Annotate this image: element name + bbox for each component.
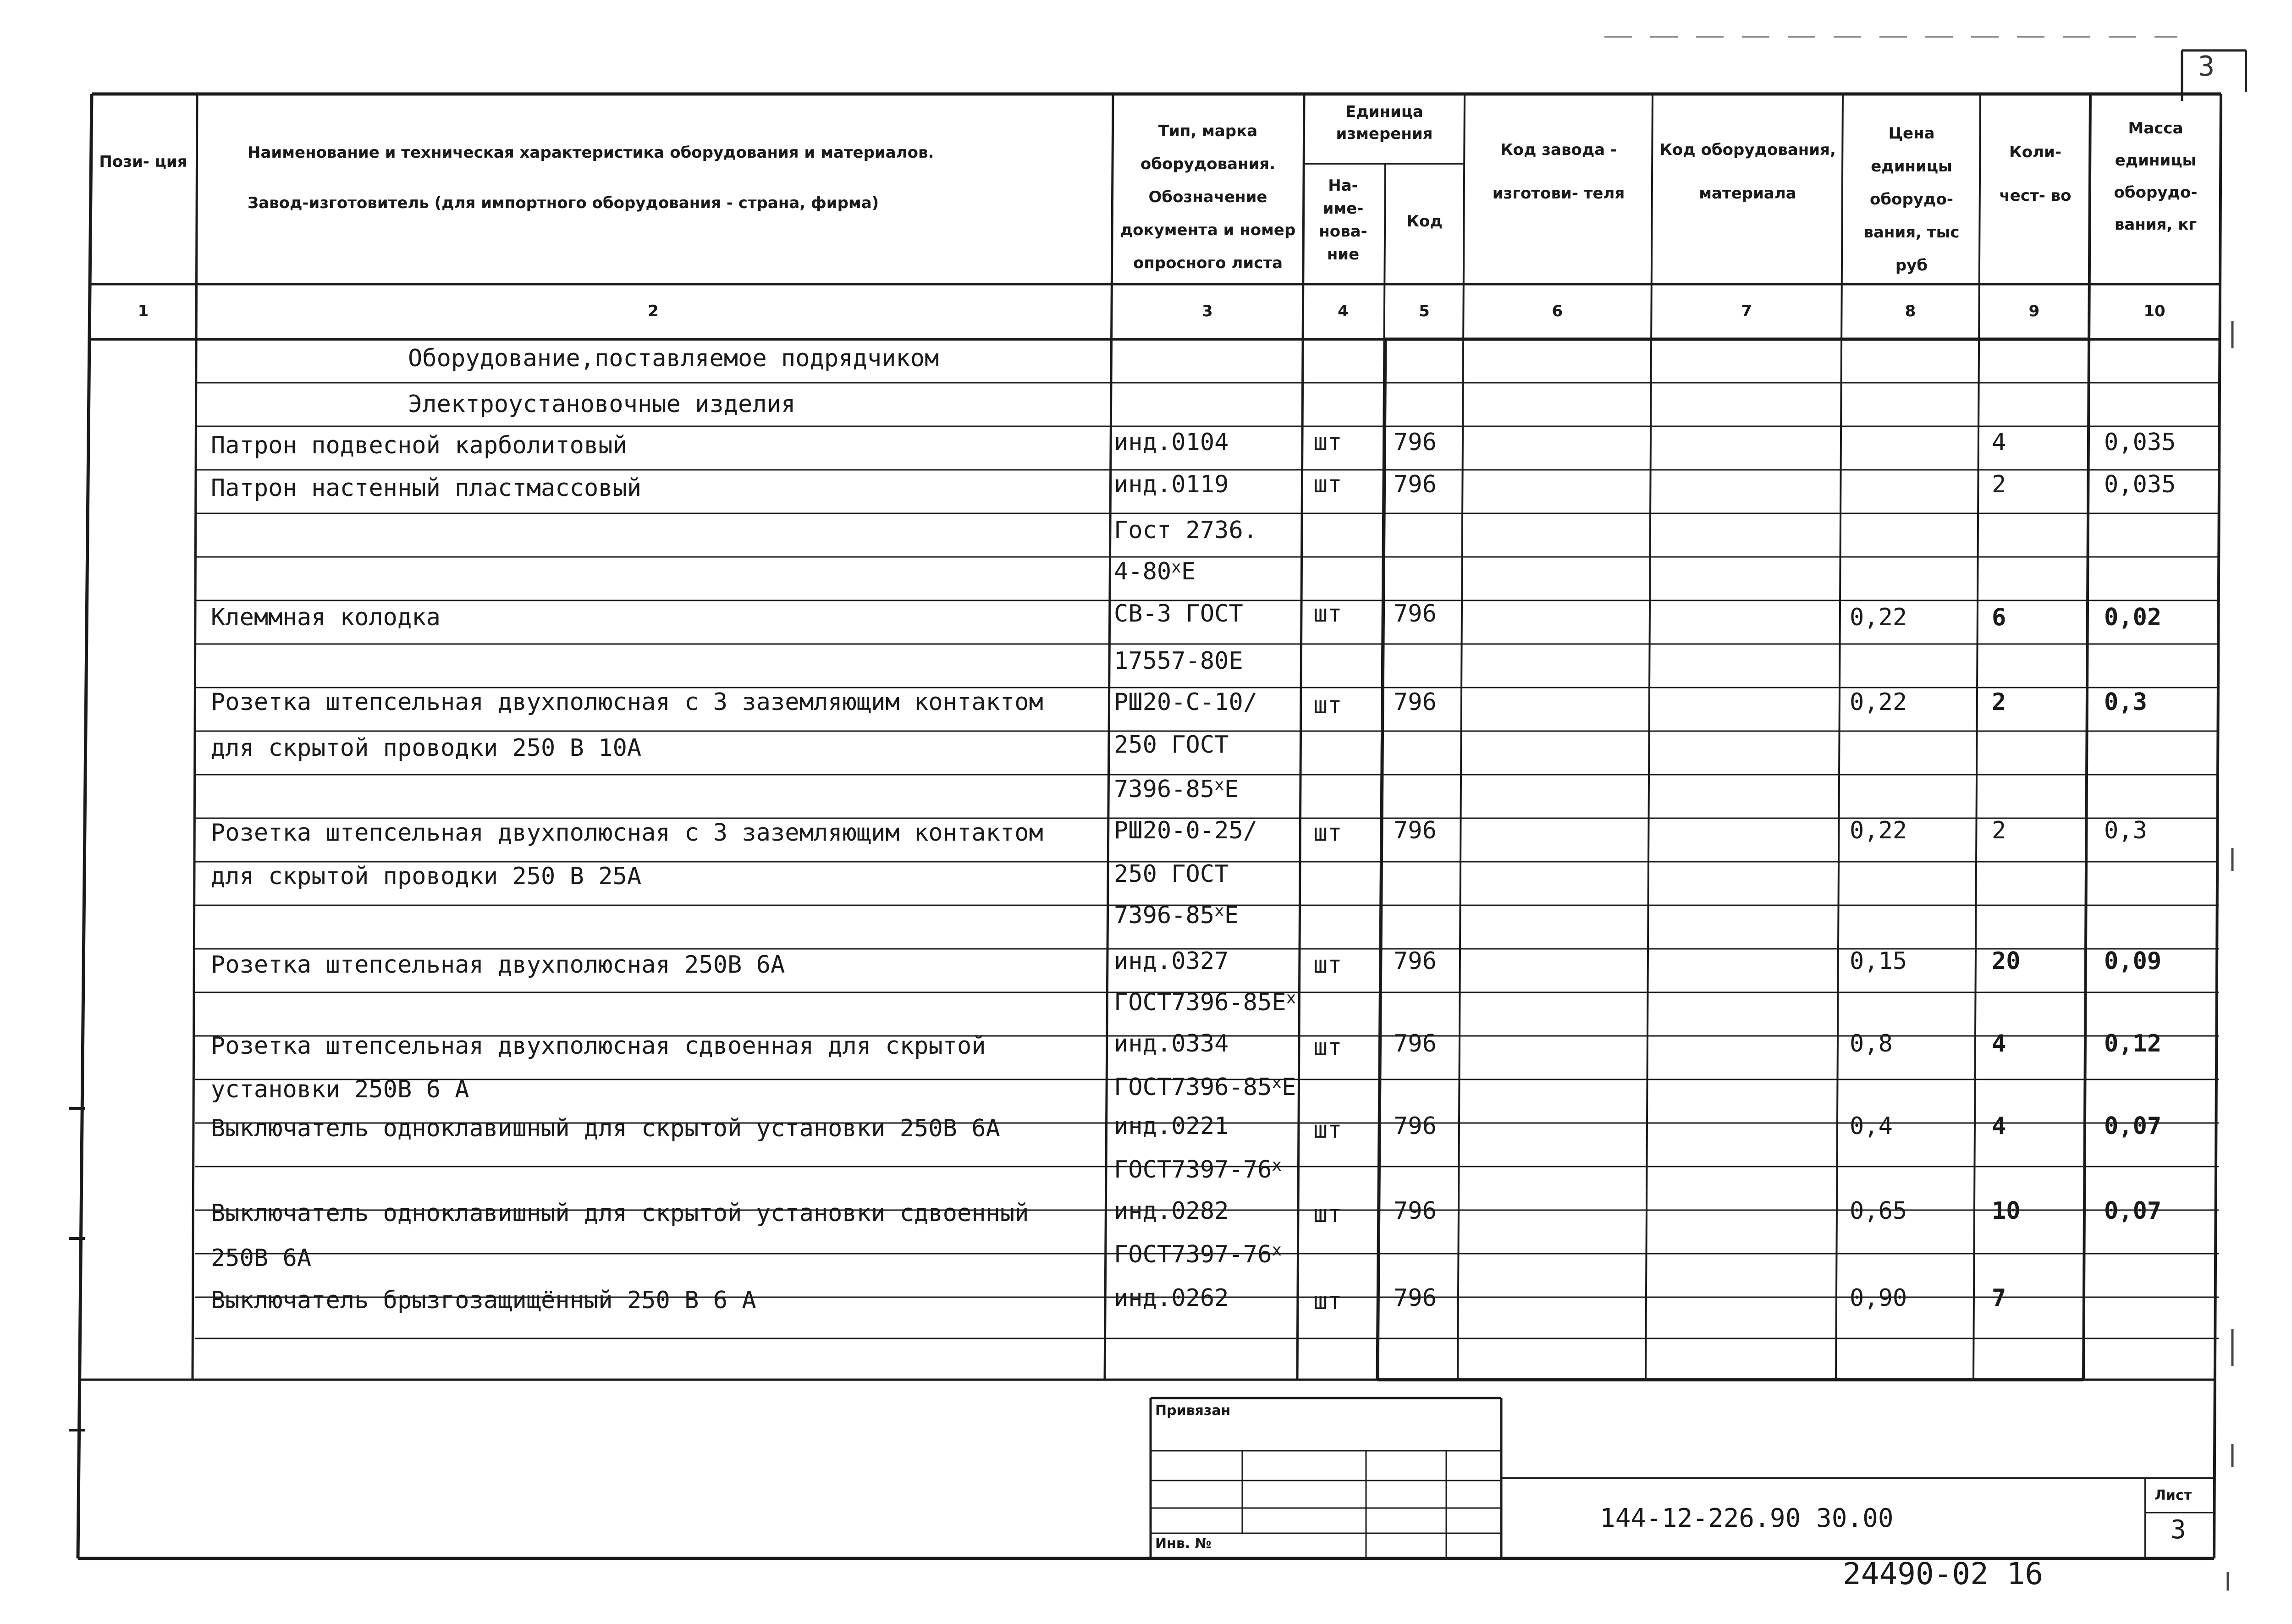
row-20-price: 0,90	[1850, 1284, 1907, 1312]
header-name-line1: Наименование и техническая характеристика оборудования и материалов.	[248, 143, 934, 162]
row-19-name: 250В 6А	[211, 1244, 312, 1272]
row-1-code: 796	[1394, 471, 1437, 498]
row-4-code: 796	[1394, 600, 1437, 628]
colnum-6: 6	[1552, 302, 1563, 320]
header-unit-title: Единица измерения	[1336, 103, 1433, 143]
row-16-code: 796	[1394, 1112, 1437, 1140]
row-1-name: Патрон настенный пластмассовый	[211, 474, 642, 502]
row-14-mass: 0,12	[2104, 1030, 2162, 1057]
row-4-name: Клеммная колодка	[211, 604, 441, 631]
page-number-top: 3	[2198, 50, 2215, 83]
row-9-qty: 2	[1992, 817, 2006, 844]
row-7-name: для скрытой проводки 250 В 10А	[211, 734, 642, 762]
row-9-price: 0,22	[1850, 817, 1907, 844]
colnum-10: 10	[2143, 302, 2165, 320]
row-16-unit: шт	[1313, 1116, 1342, 1144]
row-9-name: Розетка штепсельная двухполюсная с 3 заземляющим контактом	[211, 819, 1043, 847]
header-name-line2: Завод-изготовитель (для импортного оборудования - страна, фирма)	[248, 194, 879, 212]
row-18-type: инд.0282	[1114, 1197, 1229, 1225]
document-code: 144-12-226.90 30.00	[1600, 1503, 1894, 1533]
archive-number: 24490-02 16	[1843, 1556, 2044, 1591]
row-6-unit: шт	[1313, 692, 1342, 719]
row-0-unit: шт	[1313, 429, 1342, 456]
row-7-type: 250 ГОСТ	[1114, 731, 1229, 759]
row-0-qty: 4	[1992, 429, 2006, 456]
row-4-mass: 0,02	[2104, 604, 2162, 631]
row-14-price: 0,8	[1850, 1030, 1893, 1057]
colnum-2: 2	[648, 302, 659, 320]
row-18-unit: шт	[1313, 1200, 1342, 1228]
sheet-label: Лист	[2154, 1487, 2192, 1503]
row-16-type: инд.0221	[1114, 1112, 1229, 1140]
row-14-qty: 4	[1992, 1030, 2006, 1057]
row-1-type: инд.0119	[1114, 471, 1229, 498]
row-8-type: 7396-85$^x$Е	[1114, 776, 1239, 803]
row-1-unit: шт	[1313, 471, 1342, 498]
header-quantity: Коли- чест- во	[1999, 143, 2072, 205]
sheet-number: 3	[2171, 1515, 2186, 1545]
row-12-type: инд.0327	[1114, 947, 1229, 975]
row-12-price: 0,15	[1850, 947, 1907, 975]
row-12-unit: шт	[1313, 951, 1342, 979]
row-12-mass: 0,09	[2104, 947, 2162, 975]
row-0-mass: 0,035	[2104, 429, 2176, 456]
colnum-7: 7	[1741, 302, 1752, 320]
stamp-inventory-label: Инв. №	[1155, 1536, 1212, 1552]
row-14-name: Розетка штепсельная двухполюсная сдвоенная для скрытой	[211, 1032, 986, 1060]
row-2-type: Гост 2736.	[1114, 517, 1258, 544]
row-12-qty: 20	[1992, 947, 2021, 975]
row-11-type: 7396-85$^x$Е	[1114, 902, 1239, 929]
colnum-5: 5	[1419, 302, 1430, 320]
row-16-qty: 4	[1992, 1112, 2006, 1140]
colnum-3: 3	[1202, 302, 1213, 320]
row-15-type: ГОСТ7396-85$^x$Е	[1114, 1073, 1296, 1101]
header-unit-name: На- име- нова- ние	[1319, 176, 1367, 264]
row-6-mass: 0,3	[2104, 688, 2147, 716]
row-1-qty: 2	[1992, 471, 2006, 498]
row-13-type: $ГОСТ7396-85Е^x$	[1114, 989, 1296, 1016]
row-0-name: Патрон подвесной карболитовый	[211, 432, 627, 459]
row-4-type: СВ-3 ГОСТ	[1114, 600, 1243, 628]
section-title-supplied: Оборудование,поставляемое подрядчиком	[408, 345, 939, 372]
row-6-type: РШ20-С-10/	[1114, 688, 1258, 716]
row-1-mass: 0,035	[2104, 471, 2176, 498]
row-12-name: Розетка штепсельная двухполюсная 250В 6А	[211, 951, 785, 979]
stamp-bound-label: Привязан	[1155, 1403, 1231, 1419]
colnum-8: 8	[1905, 302, 1916, 320]
row-4-qty: 6	[1992, 604, 2006, 631]
row-5-type: 17557-80Е	[1114, 647, 1243, 675]
row-3-type: 4-80$^x$Е	[1114, 558, 1196, 585]
row-20-qty: 7	[1992, 1284, 2006, 1312]
colnum-4: 4	[1338, 302, 1349, 320]
row-18-price: 0,65	[1850, 1197, 1907, 1225]
row-0-code: 796	[1394, 429, 1437, 456]
row-10-type: 250 ГОСТ	[1114, 860, 1229, 888]
row-16-mass: 0,07	[2104, 1112, 2162, 1140]
row-9-mass: 0,3	[2104, 817, 2147, 844]
row-18-code: 796	[1394, 1197, 1437, 1225]
header-type: Тип, марка оборудования. Обозначение документа и номер опросного листа	[1120, 122, 1296, 272]
row-6-name: Розетка штепсельная двухполюсная с 3 заземляющим контактом	[211, 688, 1043, 716]
row-10-name: для скрытой проводки 250 В 25А	[211, 863, 642, 890]
row-16-price: 0,4	[1850, 1112, 1893, 1140]
row-12-code: 796	[1394, 947, 1437, 975]
colnum-9: 9	[2028, 302, 2040, 320]
row-20-unit: шт	[1313, 1288, 1342, 1315]
header-position: Пози- ция	[99, 153, 187, 171]
row-20-name: Выключатель брызгозащищённый 250 В 6 А	[211, 1287, 756, 1314]
row-18-mass: 0,07	[2104, 1197, 2162, 1225]
row-15-name: установки 250В 6 А	[211, 1076, 469, 1103]
row-14-unit: шт	[1313, 1034, 1342, 1061]
row-9-unit: шт	[1313, 819, 1342, 847]
row-6-qty: 2	[1992, 688, 2006, 716]
row-19-type: ГОСТ7397-76$^x$	[1114, 1241, 1282, 1268]
row-14-code: 796	[1394, 1030, 1437, 1057]
header-unit-code: Код	[1406, 212, 1443, 231]
row-4-unit: шт	[1313, 600, 1342, 628]
row-18-qty: 10	[1992, 1197, 2021, 1225]
row-20-code: 796	[1394, 1284, 1437, 1312]
colnum-1: 1	[138, 302, 149, 320]
row-0-type: инд.0104	[1114, 429, 1229, 456]
header-factory-code: Код завода - изготови- теля	[1492, 141, 1625, 203]
header-mass: Масса единицы оборудо- вания, кг	[2114, 119, 2198, 234]
row-20-type: инд.0262	[1114, 1284, 1229, 1312]
header-price: Цена единицы оборудо- вания, тыс руб	[1863, 124, 1960, 275]
row-4-price: 0,22	[1850, 604, 1907, 631]
row-16-name: Выключатель одноклавишный для скрытой установки 250В 6А	[211, 1115, 1000, 1142]
row-6-price: 0,22	[1850, 688, 1907, 716]
row-17-type: ГОСТ7397-76$^x$	[1114, 1156, 1282, 1184]
header-equipment-code: Код оборудования, материала	[1659, 141, 1836, 203]
row-18-name: Выключатель одноклавишный для скрытой установки сдвоенный	[211, 1200, 1029, 1227]
row-9-code: 796	[1394, 817, 1437, 844]
section-title-electrical: Электроустановочные изделия	[408, 391, 796, 418]
row-9-type: РШ20-0-25/	[1114, 817, 1258, 844]
row-14-type: инд.0334	[1114, 1030, 1229, 1057]
row-6-code: 796	[1394, 688, 1437, 716]
